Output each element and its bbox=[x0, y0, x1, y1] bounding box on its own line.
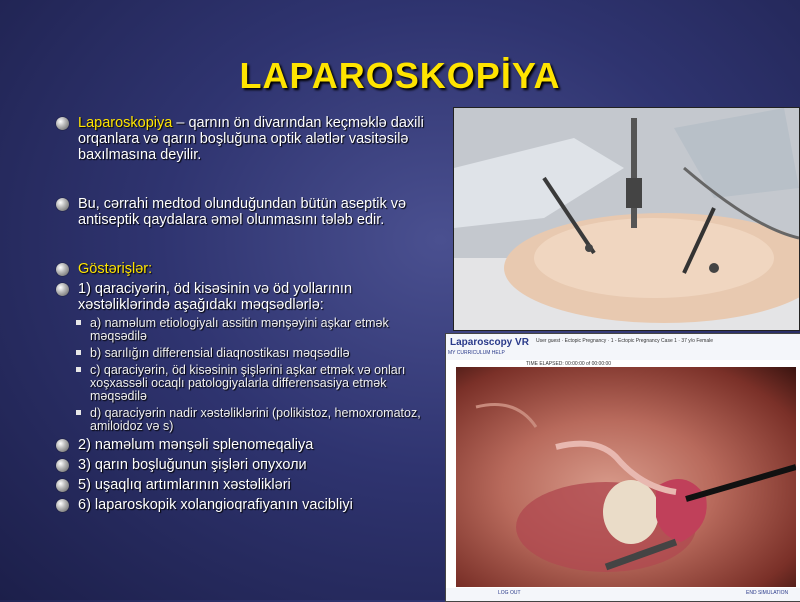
square-bullet-icon bbox=[76, 367, 81, 372]
sub-item-b-text: b) sarılığın differensial diaqnostikası məqsədilə bbox=[90, 346, 350, 360]
sphere-bullet-icon bbox=[56, 117, 69, 130]
sub-item-a-text: a) naməlum etiologiyalı assitin mənşəyini aşkar etmək məqsədilə bbox=[90, 316, 389, 343]
bullet-item-2 bbox=[56, 437, 446, 453]
sphere-bullet-icon bbox=[56, 479, 69, 492]
bullet-item-5 bbox=[56, 477, 446, 493]
sphere-bullet-icon bbox=[56, 198, 69, 211]
sphere-bullet-icon bbox=[56, 499, 69, 512]
item-2-text: 2) naməlum mənşəli splenomeqaliya bbox=[78, 437, 314, 453]
sub-item-d-text: d) qaraciyərin nadir xəstəliklərini (polikistoz, hemoxromatoz, amiloidoz və s) bbox=[90, 406, 421, 433]
slide-content bbox=[56, 115, 446, 513]
item-5-text: 5) uşaqlıq artımlarının xəstəlikləri bbox=[78, 477, 291, 493]
definition-text: – qarnın ön divarından keçməklə daxili orqanlara və qarın boşluğuna optik alətlər vasitəsilə baxılmasına deyilir. bbox=[78, 115, 424, 163]
square-bullet-icon bbox=[76, 410, 81, 415]
vr-header bbox=[446, 334, 800, 360]
bullet-item-3 bbox=[56, 457, 446, 473]
vr-simulator-screenshot bbox=[445, 333, 800, 602]
sub-item-d bbox=[56, 407, 446, 433]
sphere-bullet-icon bbox=[56, 283, 69, 296]
sub-item-c bbox=[56, 364, 446, 403]
surgery-photo bbox=[453, 107, 800, 331]
bullet-definition bbox=[56, 115, 446, 163]
vr-logo: Laparoscopy VR bbox=[450, 337, 529, 348]
indications-label: Göstərişlər: bbox=[78, 261, 153, 277]
vr-logout-button: LOG OUT bbox=[498, 590, 521, 596]
sphere-bullet-icon bbox=[56, 459, 69, 472]
vr-end-simulation-button: END SIMULATION bbox=[746, 590, 789, 596]
bullet-asepsis bbox=[56, 196, 446, 228]
sub-item-c-text: c) qaraciyərin, öd kisəsinin şişlərini aşkar etmək və onları xoşxassəli ocaqlı patologiyalarla differensasiya etmək məqsədilə bbox=[90, 363, 406, 403]
item-6-text: 6) laparoskopik xolangioqrafiyanın vacibliyi bbox=[78, 497, 353, 513]
vr-footer bbox=[446, 588, 800, 601]
item-1-text: 1) qaraciyərin, öd kisəsinin və öd yollarının xəstəliklərində aşağıdakı məqsədlərlə: bbox=[78, 281, 353, 313]
vr-case-line: User guest · Ectopic Pregnancy · 1 - Ectopic Pregnancy Case 1 · 37 y/o Female bbox=[536, 338, 714, 344]
vr-menu: MY CURRICULUM HELP bbox=[448, 350, 505, 356]
vr-time-elapsed: TIME ELAPSED: 00:00:00 of 00:00:00 bbox=[526, 361, 612, 367]
sphere-bullet-icon bbox=[56, 263, 69, 276]
slide-title: LAPAROSKOPİYA bbox=[239, 55, 561, 96]
vr-scene-illustration bbox=[456, 367, 796, 587]
bullet-item-6 bbox=[56, 497, 446, 513]
asepsis-text: Bu, cərrahi medtod olunduğundan bütün aseptik və antiseptik qaydalara əməl olunmasını tələb edir. bbox=[78, 196, 407, 228]
sub-item-a bbox=[56, 317, 446, 343]
surgery-illustration bbox=[454, 108, 799, 330]
term-laparoskopiya: Laparoskopiya bbox=[78, 115, 173, 131]
item-3-text: 3) qarın boşluğunun şişləri опухоли bbox=[78, 457, 307, 473]
square-bullet-icon bbox=[76, 320, 81, 325]
sub-item-b bbox=[56, 347, 446, 360]
square-bullet-icon bbox=[76, 350, 81, 355]
sphere-bullet-icon bbox=[56, 439, 69, 452]
bullet-indications bbox=[56, 261, 446, 277]
bullet-item-1 bbox=[56, 281, 446, 313]
vr-scene bbox=[456, 367, 796, 587]
